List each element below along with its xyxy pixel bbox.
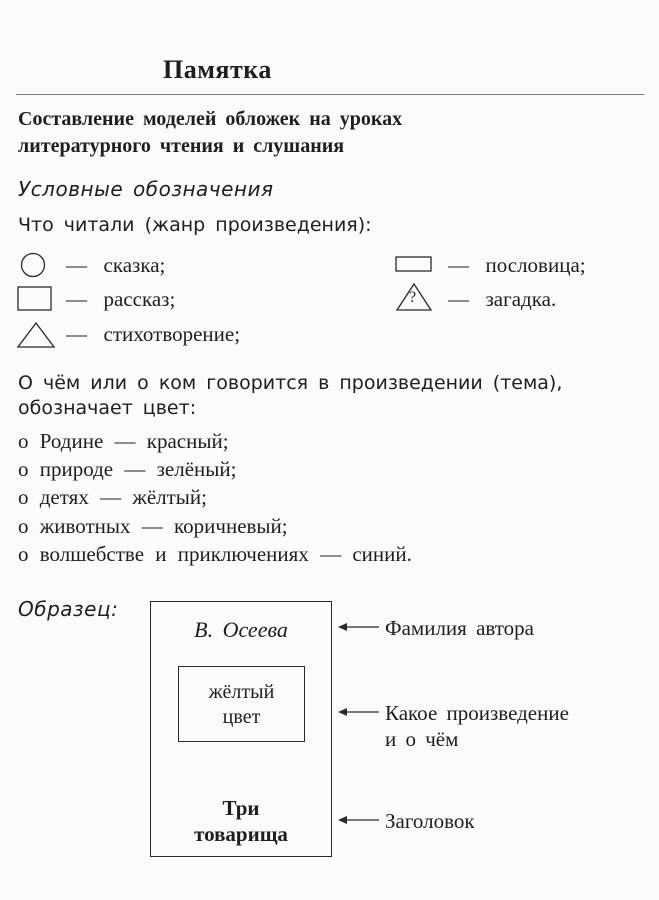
cover-author: В. Осеева: [194, 617, 288, 642]
circle-icon: [17, 249, 49, 281]
legend-label: рассказ;: [103, 287, 176, 311]
cover-book-title-line-2: товарища: [194, 822, 288, 846]
page-title: Памятка: [163, 55, 272, 84]
topic-question-line-2: обозначает цвет:: [18, 397, 197, 419]
legend-label: загадка.: [485, 287, 557, 311]
cover-color-line-2: цвет: [222, 706, 261, 728]
arrow-left-icon: [337, 705, 381, 719]
legend-item-proverb: [448, 253, 586, 278]
topic-item-nature: о природе — зелёный;: [18, 457, 237, 481]
arrow-left-icon: [337, 813, 381, 827]
caption-author: Фамилия автора: [385, 616, 535, 640]
legend-label: сказка;: [103, 253, 166, 277]
caption-what-line-1: Какое произведение: [385, 701, 569, 725]
flat-rectangle-icon: [394, 253, 434, 275]
triangle-icon: [15, 320, 57, 350]
arrow-left-icon: [337, 620, 381, 634]
legend-item-poem: [66, 322, 240, 347]
subtitle-line-2: литературного чтения и слушания: [18, 135, 345, 157]
caption-what: [385, 700, 569, 752]
topic-item-magic: о волшебстве и приключениях — синий.: [18, 542, 412, 566]
subtitle: [18, 106, 402, 160]
legend-item-riddle: [448, 287, 556, 312]
caption-heading: Заголовок: [385, 809, 475, 833]
cover-book-title-line-1: Три: [222, 796, 260, 820]
legend-dash: —: [66, 322, 87, 346]
topic-item-children: о детях — жёлтый;: [18, 485, 207, 509]
topic-question-line-1: О чём или о ком говорится в произведении (тема),: [18, 372, 563, 394]
legend-item-fairy-tale: [66, 253, 165, 278]
legend-item-story: [66, 287, 175, 312]
topic-item-motherland: о Родине — красный;: [18, 429, 229, 453]
question-triangle-icon: [394, 281, 434, 313]
question-mark: ?: [409, 289, 417, 306]
square-icon: [17, 285, 53, 313]
cover-book-title: [150, 795, 332, 847]
legend-dash: —: [66, 253, 87, 277]
legend-label: пословица;: [485, 253, 586, 277]
subtitle-line-1: Составление моделей обложек на уроках: [18, 108, 403, 130]
title-divider: [16, 94, 644, 95]
caption-what-line-2: и о чём: [385, 727, 459, 751]
genre-question: Что читали (жанр произведения):: [18, 214, 372, 236]
sample-label: Образец:: [18, 597, 119, 621]
legend-dash: —: [448, 287, 469, 311]
topic-item-animals: о животных — коричневый;: [18, 514, 288, 538]
legend-label: стихотворение;: [103, 322, 241, 346]
legend-dash: —: [448, 253, 469, 277]
cover-color-line-1: жёлтый: [208, 681, 275, 703]
topic-question: [18, 371, 562, 421]
legend-dash: —: [66, 287, 87, 311]
legend-heading: Условные обозначения: [18, 177, 274, 201]
cover-color-label: [178, 680, 305, 730]
